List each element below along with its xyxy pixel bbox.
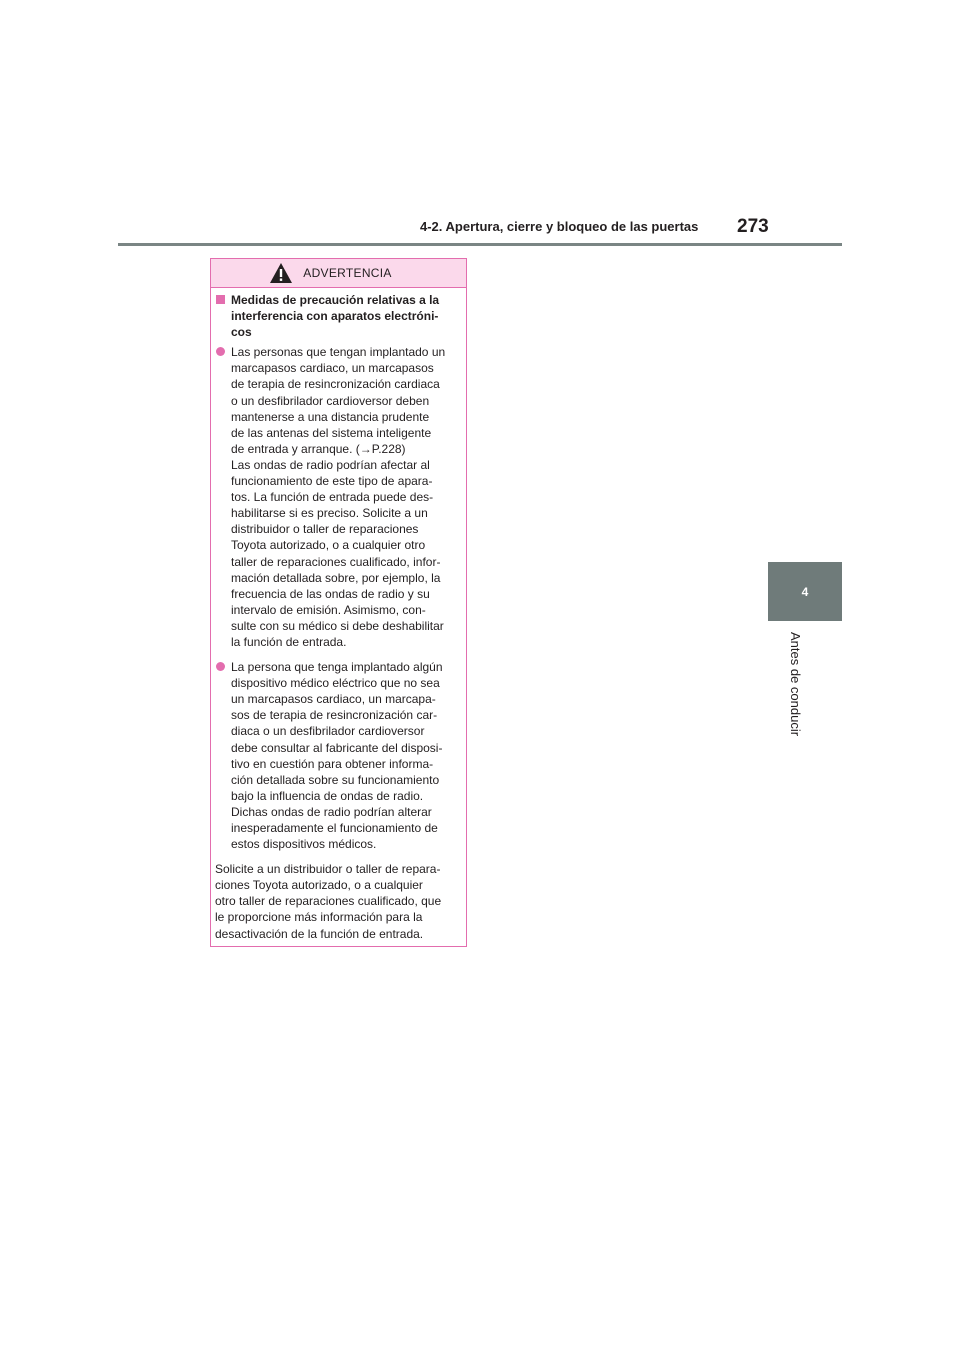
list-item-text: Las personas que tengan implantado un marcapasos cardiaco, un marcapasos de terapia de resincronización cardiaca o un desfibrilador cardioversor deben mantenerse a una distancia prudente de las antenas del sistema inteligente de entrada y arranque. (→P.228) Las ondas de radio podrían afectar al funcionamiento de este tipo de apara- tos. La función de entrada puede des- habilitarse si es preciso. Solicite a un distribuidor o taller de reparaciones Toyota autorizado, o a cualquier otro taller de reparaciones cualificado, infor- mación detallada sobre, por ejemplo, la frecuencia de las ondas de radio y su intervalo de emisión. Asimismo, con- sulte con su médico si debe deshabilitar la función de entrada. (231, 345, 446, 649)
closing-paragraph: Solicite a un distribuidor o taller de repara- ciones Toyota autorizado, o a cualquier otro taller de reparaciones cualificado, que le proporcione más información para la desactivación de la función de entrada. (215, 862, 442, 941)
warning-triangle-icon (269, 262, 293, 284)
warning-box (210, 258, 467, 947)
list-item (215, 344, 456, 650)
chapter-number: 4 (801, 584, 809, 599)
list-item-text: La persona que tenga implantado algún dispositivo médico eléctrico que no sea un marcapasos cardiaco, un marcapa- sos de terapia de resincronización car- diaca o un desfibrilador cardioversor debe consultar al fabricante del disposi- tivo en cuestión para obtener informa- ción detallada sobre su funcionamiento bajo la influencia de ondas de radio. Dichas ondas de radio podrían alterar inesperadamente el funcionamiento de estos dispositivos médicos. (231, 660, 443, 852)
header-divider (118, 243, 842, 246)
section-title: 4-2. Apertura, cierre y bloqueo de las puertas (420, 219, 699, 234)
page-number: 273 (737, 216, 769, 237)
section-heading (215, 292, 456, 340)
chapter-title: Antes de conducir (788, 632, 803, 737)
circle-bullet-icon (216, 347, 225, 356)
chapter-tab[interactable] (768, 562, 842, 621)
section-heading-text: Medidas de precaución relativas a la interferencia con aparatos electróni-cos (231, 293, 440, 340)
list-item (215, 659, 456, 852)
square-bullet-icon (216, 295, 225, 304)
warning-header (211, 259, 466, 288)
circle-bullet-icon (216, 662, 225, 671)
warning-body (211, 288, 466, 942)
warning-label: ADVERTENCIA (303, 266, 392, 280)
